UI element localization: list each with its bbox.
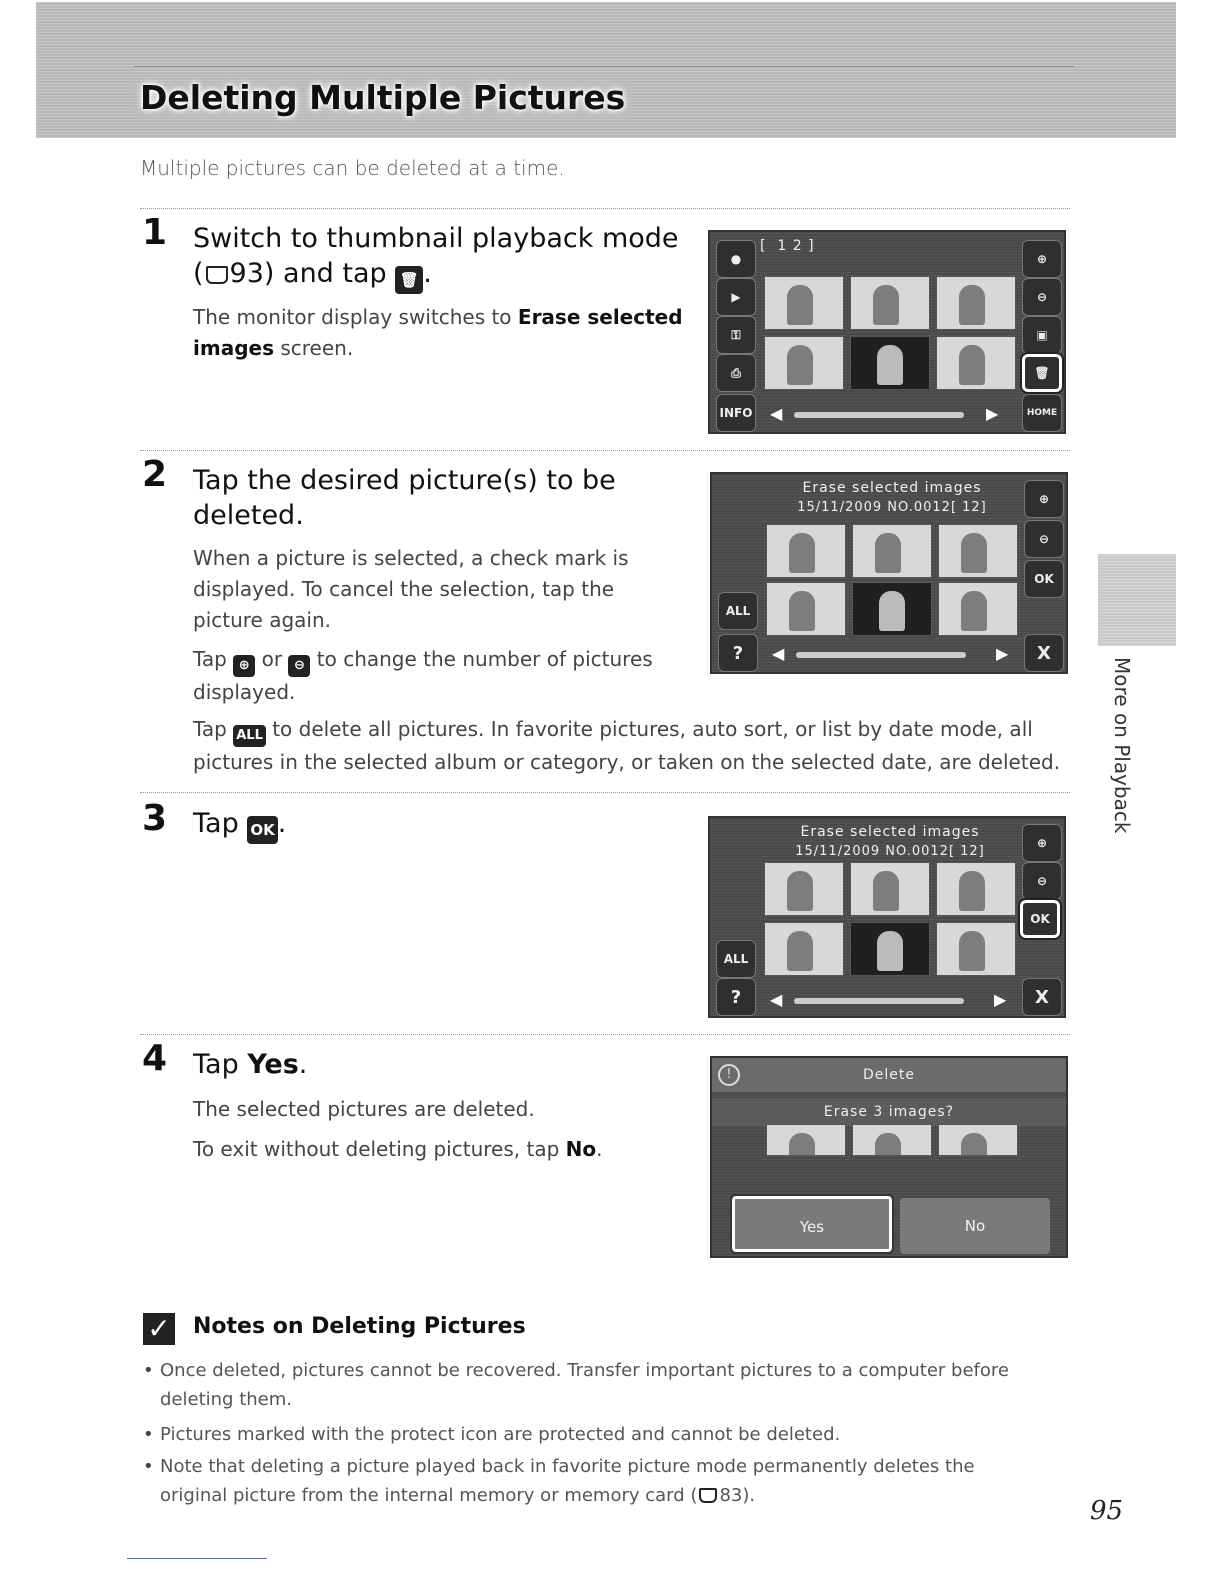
chapter-tab <box>1098 554 1176 646</box>
info-icon[interactable]: INFO <box>716 394 756 432</box>
thumbnail[interactable] <box>764 862 844 916</box>
zoom-out-icon[interactable]: ⊖ <box>1022 278 1062 316</box>
step-4-number: 4 <box>142 1038 168 1079</box>
thumbnail <box>938 1124 1018 1156</box>
thumbnail[interactable] <box>938 524 1018 578</box>
step-4-text-1: The selected pictures are deleted. <box>193 1097 535 1121</box>
step-4-title: Tap Yes. <box>193 1049 308 1080</box>
thumbnail[interactable] <box>850 336 930 390</box>
separator <box>140 1034 1070 1035</box>
thumbnail[interactable] <box>764 336 844 390</box>
thumbnail[interactable] <box>764 922 844 976</box>
intro-text: Multiple pictures can be deleted at a time. <box>140 156 565 180</box>
title-rule <box>134 66 1074 67</box>
note-item: • Note that deleting a picture played back in favorite picture mode permanently deletes the original picture from the internal memory or memory card ( 83). <box>143 1452 1043 1510</box>
thumbnail[interactable] <box>850 862 930 916</box>
no-button[interactable]: No <box>900 1198 1050 1254</box>
thumbnail[interactable] <box>850 922 930 976</box>
select-all-button[interactable]: ALL <box>718 592 758 630</box>
thumbnail[interactable] <box>766 524 846 578</box>
select-all-button[interactable]: ALL <box>716 940 756 978</box>
home-icon[interactable]: HOME <box>1022 394 1062 432</box>
thumbnail[interactable] <box>936 276 1016 330</box>
zoom-in-icon[interactable]: ⊕ <box>1022 824 1062 862</box>
erase-selected-screen: Erase selected images 15/11/2009 NO.0012[ 12] ALL ? ⊕ ⊖ OK X ◀ ▶ <box>710 472 1068 674</box>
step-2-number: 2 <box>142 454 168 495</box>
zoom-in-icon[interactable]: ⊕ <box>1024 480 1064 518</box>
scrollbar[interactable] <box>794 412 964 418</box>
key-icon[interactable]: ⚿ <box>716 316 756 354</box>
step-3-title: Tap OK . <box>193 806 286 844</box>
notes-title: Notes on Deleting Pictures <box>193 1314 526 1339</box>
zoom-out-icon: ⊖ <box>288 655 310 677</box>
thumbnail[interactable] <box>936 336 1016 390</box>
play-icon[interactable]: ▶ <box>716 278 756 316</box>
all-icon: ALL <box>233 725 266 747</box>
trash-icon[interactable]: 🗑 <box>1022 354 1062 392</box>
separator <box>140 208 1070 209</box>
thumbnail[interactable] <box>852 524 932 578</box>
scroll-left-icon[interactable]: ◀ <box>770 404 783 423</box>
scroll-left-icon[interactable]: ◀ <box>770 990 783 1009</box>
trash-icon: 🗑 <box>395 266 423 294</box>
scroll-right-icon[interactable]: ▶ <box>986 404 999 423</box>
step-2-text-3: Tap ALL to delete all pictures. In favorite pictures, auto sort, or list by date mode, all pictures in the selected album or category, or taken on the selected date, are deleted. <box>193 717 1061 774</box>
help-button[interactable]: ? <box>718 634 758 672</box>
page-number: 95 <box>1090 1496 1124 1526</box>
scroll-left-icon[interactable]: ◀ <box>772 644 785 663</box>
thumbnail[interactable] <box>936 862 1016 916</box>
step-3-number: 3 <box>142 798 168 839</box>
separator <box>140 792 1070 793</box>
step-4-text-2: To exit without deleting pictures, tap No. <box>193 1137 603 1161</box>
title-banner <box>36 2 1176 138</box>
checkmark-notes-icon: ✓ <box>143 1313 175 1345</box>
note-item: • Once deleted, pictures cannot be recovered. Transfer important pictures to a computer before deleting them. <box>143 1356 1043 1414</box>
erase-selected-ok-screen: Erase selected images 15/11/2009 NO.0012[ 12] ALL ? ⊕ ⊖ OK X ◀ ▶ <box>708 816 1066 1018</box>
separator <box>140 450 1070 451</box>
dialog-question: Erase 3 images? <box>712 1098 1066 1126</box>
thumbnail <box>766 1124 846 1156</box>
step-1-title: Switch to thumbnail playback mode ( 93) and tap 🗑 . <box>193 221 679 294</box>
page-title: Deleting Multiple Pictures <box>140 78 626 117</box>
thumbnail[interactable] <box>936 922 1016 976</box>
thumbnail[interactable] <box>852 582 932 636</box>
thumbnail[interactable] <box>764 276 844 330</box>
scrollbar[interactable] <box>796 652 966 658</box>
close-icon[interactable]: X <box>1024 634 1064 672</box>
footer-rule <box>127 1558 267 1559</box>
info-icon: ! <box>718 1064 740 1086</box>
book-reference-icon <box>699 1488 717 1503</box>
step-2-title: Tap the desired picture(s) to be deleted. <box>193 465 616 531</box>
slideshow-icon[interactable]: ▣ <box>1022 316 1062 354</box>
book-reference-icon <box>206 266 228 284</box>
camera-icon[interactable]: ● <box>716 240 756 278</box>
thumbnail[interactable] <box>938 582 1018 636</box>
step-2-text-2: Tap ⊕ or ⊖ to change the number of pictures displayed. <box>193 647 653 704</box>
close-icon[interactable]: X <box>1022 978 1062 1016</box>
thumbnail[interactable] <box>766 582 846 636</box>
scrollbar[interactable] <box>794 998 964 1004</box>
ok-icon: OK <box>247 816 277 844</box>
step-2-text-1: When a picture is selected, a check mark is displayed. To cancel the selection, tap the picture again. <box>193 546 629 632</box>
note-item: • Pictures marked with the protect icon are protected and cannot be deleted. <box>143 1420 1043 1449</box>
step-1-text: The monitor display switches to Erase selected images screen. <box>193 305 683 360</box>
ok-button[interactable]: OK <box>1024 560 1064 598</box>
thumbnail-playback-screen: [ 1 2 ] ● ▶ ⚿ ⎙ INFO ⊕ ⊖ ▣ 🗑 HOME ◀ ▶ <box>708 230 1066 434</box>
ok-button[interactable]: OK <box>1020 900 1060 938</box>
yes-button[interactable]: Yes <box>732 1196 892 1252</box>
zoom-in-icon: ⊕ <box>233 655 255 677</box>
thumbnail[interactable] <box>850 276 930 330</box>
zoom-out-icon[interactable]: ⊖ <box>1022 862 1062 900</box>
help-button[interactable]: ? <box>716 978 756 1016</box>
thumbnail <box>852 1124 932 1156</box>
dialog-title: Delete <box>712 1058 1066 1092</box>
zoom-in-icon[interactable]: ⊕ <box>1022 240 1062 278</box>
delete-confirm-screen <box>710 1056 1068 1258</box>
print-icon[interactable]: ⎙ <box>716 354 756 392</box>
scroll-right-icon[interactable]: ▶ <box>994 990 1007 1009</box>
step-1-number: 1 <box>142 212 168 253</box>
zoom-out-icon[interactable]: ⊖ <box>1024 520 1064 558</box>
scroll-right-icon[interactable]: ▶ <box>996 644 1009 663</box>
chapter-label: More on Playback <box>1110 657 1134 834</box>
